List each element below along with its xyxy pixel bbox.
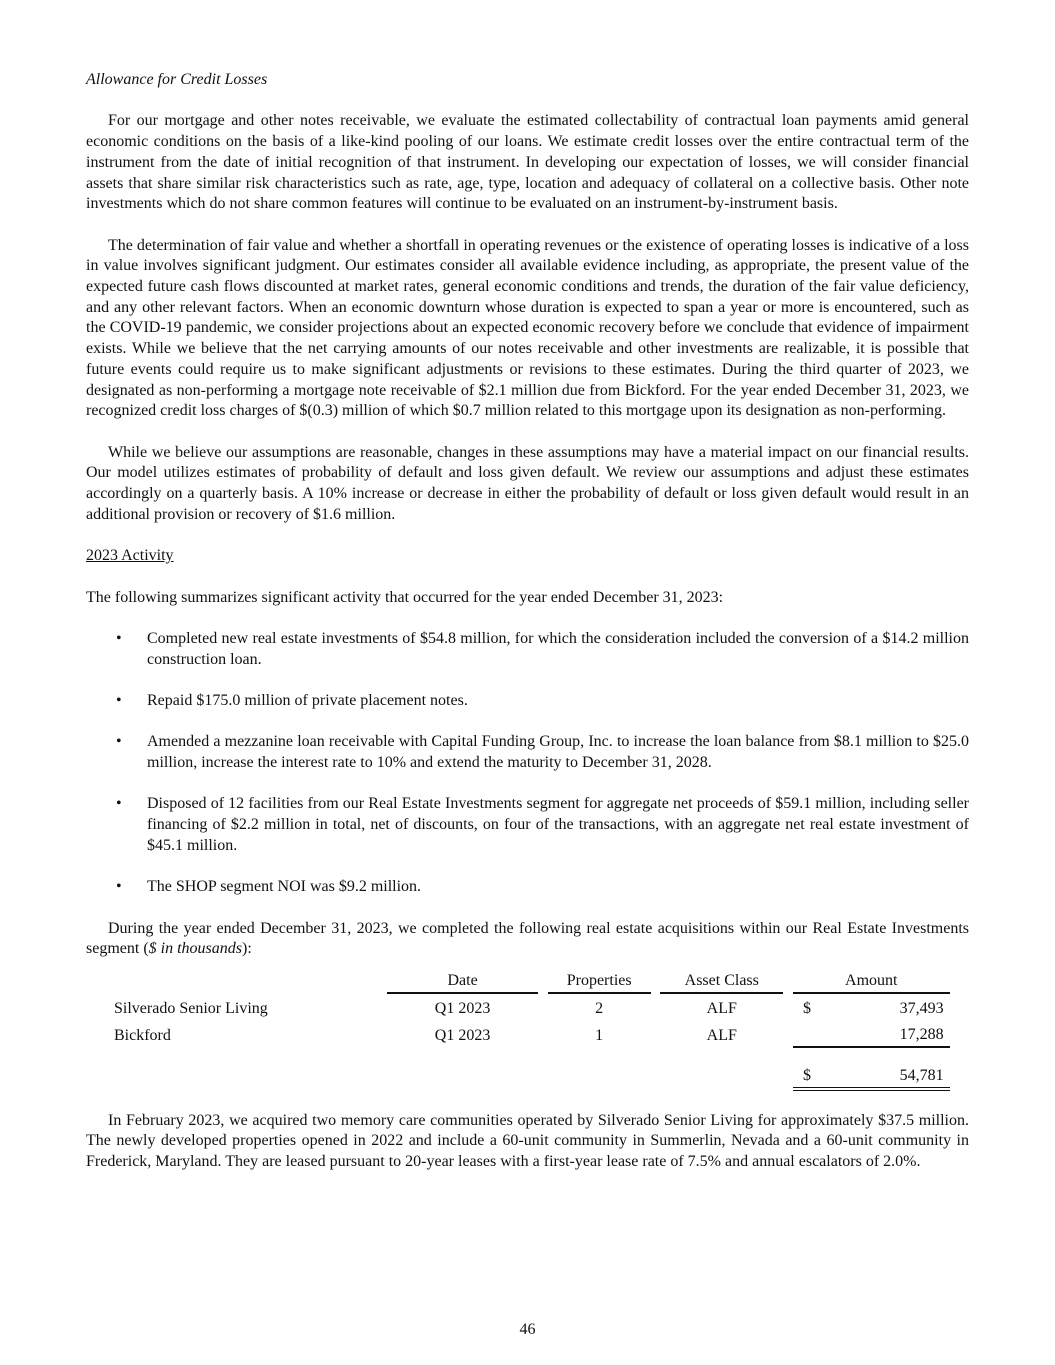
document-page xyxy=(86,70,969,1194)
amount: 17,288 xyxy=(899,1026,944,1044)
currency: $ xyxy=(802,1067,811,1085)
intro-text: During the year ended December 31, 2023, we completed the following real estate acquisitions within our Real Estate Investments segment ( xyxy=(86,919,969,958)
list-item-text: Repaid $175.0 million of private placement notes. xyxy=(147,691,468,709)
paragraph: While we believe our assumptions are reasonable, changes in these assumptions may have a material impact on our financial results. Our model utilizes estimates of probability of default and loss given default. We review our assumptions and adjust these estimates accordingly on a quarterly basis. A 10% increase or decrease in either the probability of default or loss given default would result in an additional provision or recovery of $1.6 million. xyxy=(86,443,969,523)
intro-end: ): xyxy=(242,940,252,958)
cell-amount xyxy=(793,993,950,1020)
header-amount: Amount xyxy=(793,967,950,993)
bullet: • xyxy=(116,878,122,896)
header-date: Date xyxy=(387,967,538,993)
amount: 37,493 xyxy=(899,1000,944,1018)
list-item xyxy=(86,877,969,898)
heading-2023-activity xyxy=(86,546,969,567)
currency: $ xyxy=(802,1000,811,1018)
bullet: • xyxy=(116,629,122,647)
cell-total xyxy=(793,1047,950,1089)
bullet: • xyxy=(116,795,122,813)
list-item-text: Amended a mezzanine loan receivable with Capital Funding Group, Inc. to increase the loan balance from $8.1 million to $25.0 million, increase the interest rate to 10% and extend the maturity to December 31, 2028. xyxy=(147,733,969,772)
paragraph: For our mortgage and other notes receivable, we evaluate the estimated collectability of contractual loan payments amid general economic conditions on the basis of a like-kind pooling of our loans. We estimate credit losses over the entire contractual term of the instrument from the date of initial recognition of that instrument. In developing our expectation of losses, we will consider financial assets that share similar risk characteristics such as rate, age, type, location and adequacy of collateral on a collective basis. Other note investments which do not share common features will continue to be evaluated on an instrument-by-instrument basis. xyxy=(86,112,969,213)
list-item-text: Completed new real estate investments of $54.8 million, for which the consideration included the conversion of a $14.2 million construction loan. xyxy=(147,629,969,668)
table-header-row xyxy=(86,967,969,993)
heading-credit-losses: Allowance for Credit Losses xyxy=(86,71,268,88)
bullet: • xyxy=(116,691,122,709)
list-item xyxy=(86,691,969,712)
cell-date: Q1 2023 xyxy=(434,1027,491,1045)
intro-units: $ in thousands xyxy=(148,940,242,958)
cell-properties: 1 xyxy=(595,1027,604,1045)
cell-asset-class: ALF xyxy=(706,1027,737,1045)
header-properties: Properties xyxy=(548,967,651,993)
cell-properties: 2 xyxy=(595,1000,604,1018)
list-item xyxy=(86,629,969,670)
table-total-row xyxy=(86,1047,969,1089)
cell-name: Silverado Senior Living xyxy=(114,1000,268,1018)
list-item-text: The SHOP segment NOI was $9.2 million. xyxy=(147,878,422,896)
table-row xyxy=(86,1020,969,1047)
list-item-text: Disposed of 12 facilities from our Real Estate Investments segment for aggregate net proceeds of $59.1 million, including seller financing of $2.2 million in total, net of discounts, on four of the transactions, with an aggregate net real estate investment of $45.1 million. xyxy=(147,795,969,854)
paragraph: In February 2023, we acquired two memory care communities operated by Silverado Senior Living for approximately $37.5 million. The newly developed properties opened in 2022 and include a 60-unit community in Summerlin, Nevada and a 60-unit community in Frederick, Maryland. They are leased pursuant to 20-year leases with a first-year lease rate of 7.5% and annual escalators of 2.0%. xyxy=(86,1111,969,1171)
acquisitions-table xyxy=(86,967,969,1091)
bullet: • xyxy=(116,733,122,751)
list-item xyxy=(86,732,969,773)
cell-amount xyxy=(793,1020,950,1047)
acquisitions-intro xyxy=(86,919,969,960)
summary-intro: The following summarizes significant activity that occurred for the year ended December 31, 2023: xyxy=(86,588,724,606)
table-row xyxy=(86,993,969,1020)
activity-list xyxy=(86,629,969,898)
amount: 54,781 xyxy=(899,1067,944,1085)
paragraph: The determination of fair value and whether a shortfall in operating revenues or the existence of operating losses is indicative of a loss in value involves significant judgment. Our estimates consider all available evidence including, as appropriate, the present value of the expected future cash flows discounted at market rates, general economic conditions and trends, the duration of the fair value deficiency, and any other relevant factors. When an economic downturn whose duration is expected to span a year or more is encountered, such as the COVID-19 pandemic, we consider projections about an expected economic recovery before we conclude that evidence of impairment exists. While we believe that the net carrying amounts of our notes receivable and other investments are realizable, it is possible that future events could require us to make significant adjustments or revisions to these estimates. During the third quarter of 2023, we designated as non-performing a mortgage note receivable of $2.1 million due from Bickford. For the year ended December 31, 2023, we recognized credit loss charges of $(0.3) million of which $0.7 million related to this mortgage upon its designation as non-performing. xyxy=(86,236,969,420)
cell-date: Q1 2023 xyxy=(434,1000,491,1018)
header-asset-class: Asset Class xyxy=(660,967,783,993)
cell-name: Bickford xyxy=(114,1027,171,1045)
list-item xyxy=(86,794,969,856)
page-number: 46 xyxy=(519,1321,536,1338)
heading-text: 2023 Activity xyxy=(86,547,174,565)
cell-asset-class: ALF xyxy=(706,1000,737,1018)
